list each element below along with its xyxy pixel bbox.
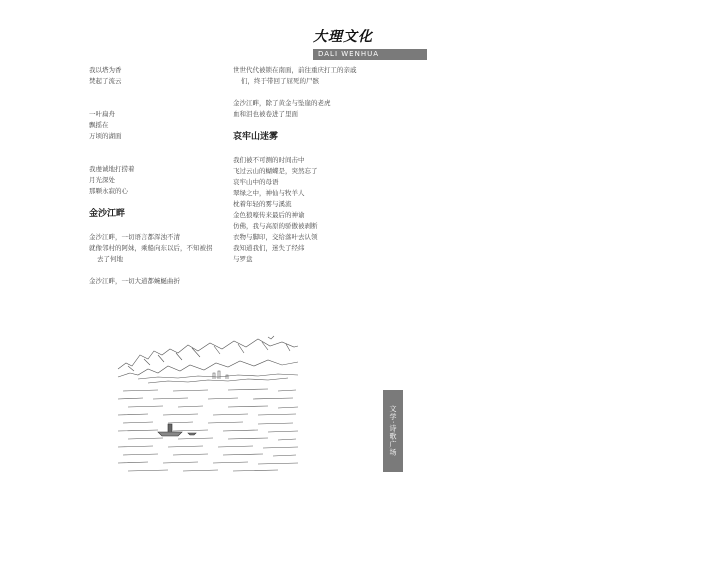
header-subtitle: DALI WENHUA [318,50,380,58]
side-tab-label: 文学·诗歌广场 [389,405,397,457]
section-title-jinsha: 金沙江畔 [89,209,126,219]
header-logo [313,24,381,50]
poem-line: 哀牢山中的母语 [233,178,279,186]
para-line: 世世代代被锁在南面，前往重庆打工的亲戚 [233,66,357,74]
poem-line: 飞过云山的蝴蝶是，突然忘了 [233,167,318,175]
poem3-line: 我虔诚地打捞着 [89,165,135,173]
poem1-line: 我以塔为香 [89,66,122,74]
lake-illustration [118,333,298,478]
poem-line: 仿佛，我与高原的骄傲被剥断 [233,222,318,230]
poem-line: 与罗盘 [233,255,253,263]
poem2-line: 飘摇在 [89,121,109,129]
para-line: 金沙江畔，一切语言都浑浊不清 [89,233,180,241]
poem-line: 我知道我们，迷失了经纬 [233,244,305,252]
poem-line: 衣物与脚印，交给落叶去认领 [233,233,318,241]
poem-line: 翠绿之中，神仙与牧羊人 [233,189,305,197]
poem-line: 枕着年轻的雾与溪流 [233,200,292,208]
logo-text: 大理文化 [313,29,373,45]
page-number: 51 [697,50,707,59]
para-line: 们，终于带回了屈死的尸骸 [241,77,319,85]
poem2-line: 万顷的湖面 [89,132,122,140]
left-column [89,65,219,287]
poem-line: 金色狼嚎传来最后的神谕 [233,211,305,219]
header-bar [313,49,707,60]
section-title-ailao: 哀牢山迷雾 [233,132,279,142]
poem2-line: 一叶扁舟 [89,110,115,118]
para-line: 就像邻村的阿妹，乘船向东以后，不知被拐 [89,244,213,252]
poem3-line: 那颗永寂的心 [89,187,128,195]
section-side-tab [383,390,403,472]
para-line: 去了何地 [97,255,123,263]
poem1-line: 焚起了流云 [89,77,122,85]
para-line: 金沙江畔，除了黄金与坠崖的老虎 [233,99,331,107]
para-line: 金沙江畔，一切大道都蜿蜒曲折 [89,277,180,285]
poem3-line: 月光深处 [89,176,115,184]
poem-line: 我们被不可测的时间击中 [233,156,305,164]
right-column [233,65,383,265]
para-line: 血和泪也被卷进了里面 [233,110,298,118]
